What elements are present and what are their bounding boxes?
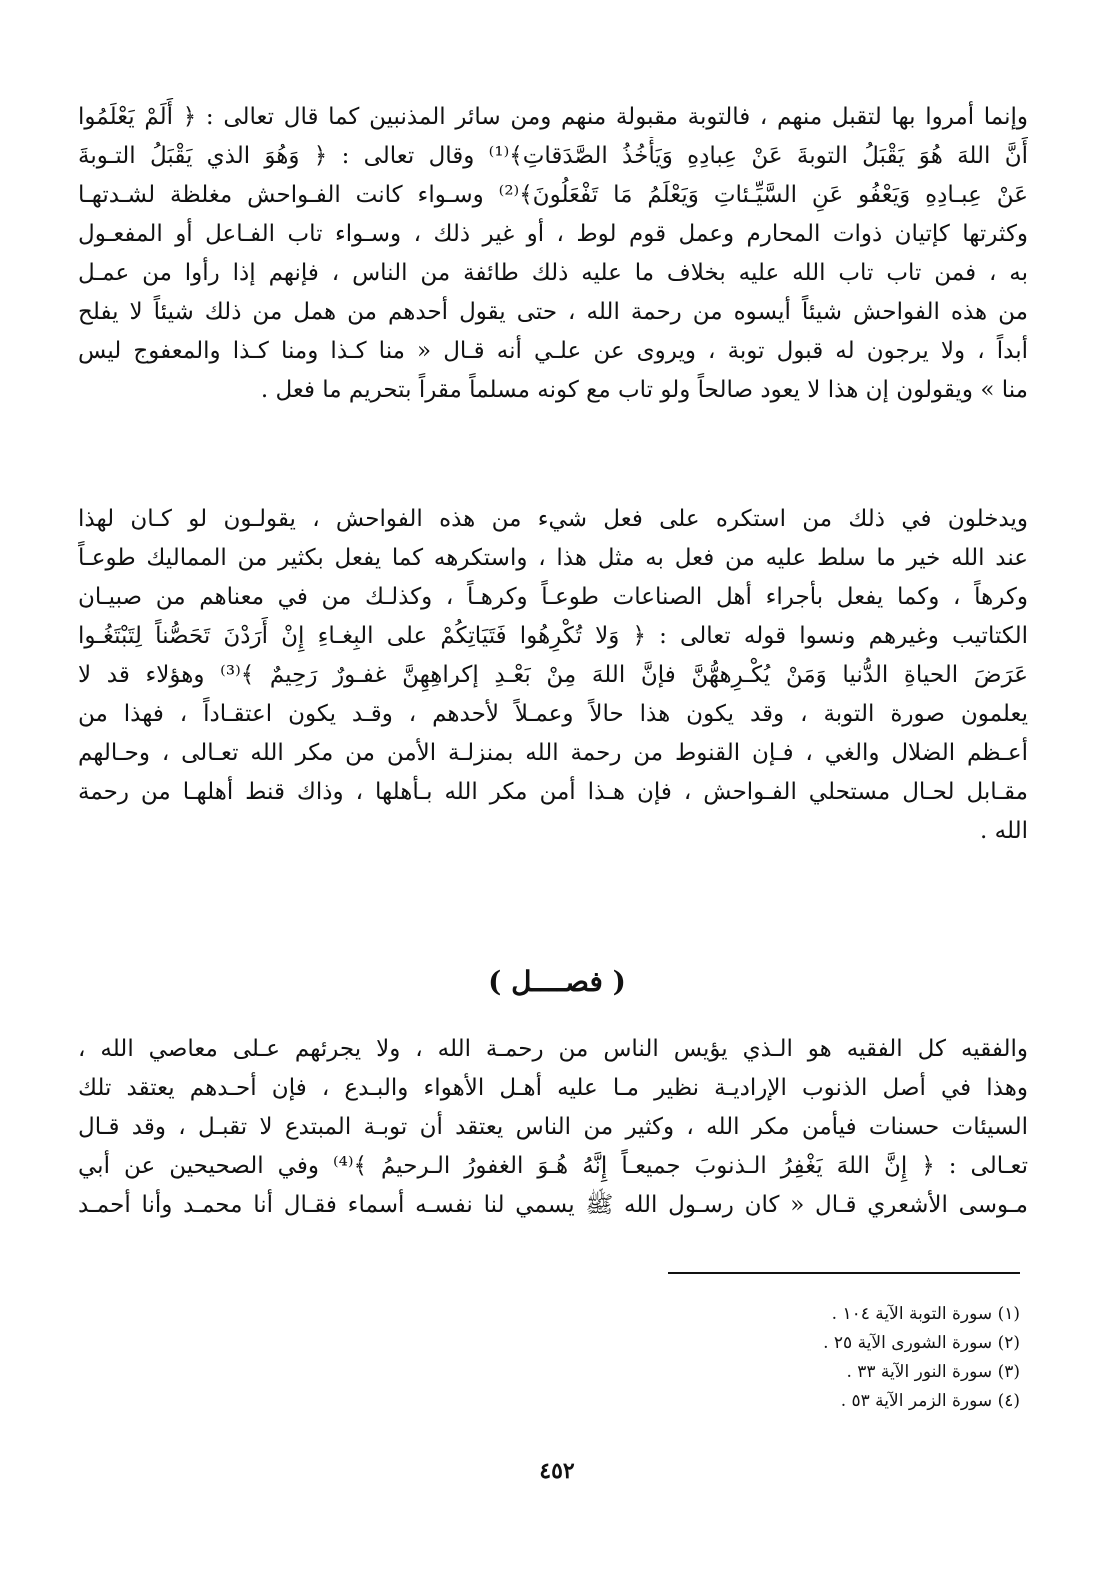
footnote: (٢) سورة الشورى الآية ٢٥ .	[823, 1333, 1020, 1353]
page-number: ٤٥٢	[539, 1458, 575, 1484]
text-line: أَنَّ اللهَ هُوَ يَقْبَلُ التوبةَ عَنْ عِبادِهِ وَيَأْخُذُ الصَّدَقاتِ﴾⁽¹⁾ وقال تعالى : ﴿ وَهُوَ الذي يَقْبَلُ التـوبةَ	[78, 143, 1028, 169]
text-line: الكتاتيب وغيرهم ونسوا قوله تعالى : ﴿ وَلا تُكْرِهُوا فَتَيَاتِكُمْ على البِغـاءِ إِنْ أَرَدْنَ تَحَصُّناً لِتَبْتَغُـوا	[78, 623, 1028, 649]
text-line: عَرَضَ الحياةِ الدُّنيا وَمَنْ يُكْـرِههُّنَّ فإنَّ اللهَ مِنْ بَعْـدِ إكراهِهِنَّ غفـورٌ رَحِيمٌ ﴾⁽³⁾ وهؤلاء قد لا	[78, 662, 1028, 688]
text-line: عَنْ عِبـادِهِ وَيَعْفُو عَنِ السَّيِّـئاتِ وَيَعْلَمُ مَا تَفْعَلُونَ﴾⁽²⁾ وسـواء كانت الفـواحش مغلظة لشـدتهـا	[78, 182, 1028, 208]
text-line: من هذه الفواحش شيئاً أيسوه من رحمة الله ، حتى يقول أحدهم من همل من ذلك شيئاً لا يفلح	[78, 299, 1028, 325]
text-line: السيئات حسنات فيأمن مكر الله ، وكثير من الناس يعتقد أن توبـة المبتدع لا تقبـل ، وقد قـال	[78, 1114, 1028, 1140]
paragraph-coercion	[78, 500, 1028, 851]
footnote: (٣) سورة النور الآية ٣٣ .	[846, 1362, 1020, 1382]
text-line: ويدخلون في ذلك من استكره على فعل شيء من هذه الفواحش ، يقولـون لو كـان لهذا	[78, 506, 1028, 532]
text-line: وإنما أمروا بها لتقبل منهم ، فالتوبة مقبولة منهم ومن سائر المذنبين كما قال تعالى : ﴿ أَلَمْ يَعْلَمُوا	[78, 104, 1028, 130]
paragraph-repentance-accepted	[78, 98, 1028, 410]
text-line: يعلمون صورة التوبة ، وقد يكون هذا حالاً وعمـلاً لأحدهم ، وقـد يكون اعتقـاداً ، فهذا من	[78, 701, 1028, 727]
footnotes	[600, 1300, 1020, 1416]
text-line: وكثرتها كإتيان ذوات المحارم وعمل قوم لوط ، أو غير ذلك ، وسـواء تاب الفـاعل أو المفعـول	[78, 221, 1028, 247]
text-line: والفقيه كل الفقيه هو الـذي يؤيس الناس من رحمـة الله ، ولا يجرئهم عـلى معاصي الله ،	[78, 1036, 1028, 1062]
footnote: (١) سورة التوبة الآية ١٠٤ .	[831, 1304, 1020, 1324]
text-line: أعـظم الضلال والغي ، فـإن القنوط من رحمة الله بمنزلـة الأمن من مكر الله تعـالى ، وحـالهم	[78, 740, 1028, 766]
text-line: منا » ويقولون إن هذا لا يعود صالحاً ولو تاب مع كونه مسلماً مقراً بتحريم ما فعل .	[260, 377, 1028, 403]
text-line: أبداً ، ولا يرجون له قبول توبة ، ويروى عن علـي أنه قـال « منا كـذا ومنا كـذا والمعفوج ليس	[78, 338, 1028, 364]
text-line: مـوسى الأشعري قـال « كان رسـول الله ﷺ يسمي لنا نفسـه أسماء فقـال أنا محمـد وأنا أحمـد	[78, 1192, 1028, 1218]
footnote-divider	[668, 1272, 1020, 1274]
section-heading: ( فصــــل )	[488, 965, 626, 998]
text-line: الله .	[980, 818, 1028, 844]
paragraph-faqih	[78, 1030, 1028, 1225]
text-line: تعـالى : ﴿ إِنَّ اللهَ يَغْفِرُ الـذنوبَ جميعـاً إِنَّهُ هُـوَ الغفورُ الـرحيمُ ﴾⁽⁴⁾ وفي الصحيحين عن أبي	[78, 1153, 1028, 1179]
text-line: به ، فمن تاب تاب الله عليه بخلاف ما عليه ذلك طائفة من الناس ، فإنهم إذا رأوا من عمـل	[78, 260, 1028, 286]
text-line: عند الله خير ما سلط عليه من فعل به مثل هذا ، واستكرهه كما يفعل بكثير من المماليك طوعـاً	[78, 545, 1028, 571]
text-line: وكرهاً ، وكما يفعل بأجراء أهل الصناعات طوعـاً وكرهـاً ، وكذلـك من في معناهم من صبيـان	[78, 584, 1028, 610]
footnote: (٤) سورة الزمر الآية ٥٣ .	[840, 1391, 1020, 1411]
text-line: مقـابل لحـال مستحلي الفـواحش ، فإن هـذا أمن مكر الله بـأهلها ، وذاك قنط أهلهـا من رحمة	[78, 779, 1028, 805]
text-line: وهذا في أصل الذنوب الإراديـة نظير مـا عليه أهـل الأهواء والبـدع ، فإن أحـدهم يعتقد تلك	[78, 1075, 1028, 1101]
